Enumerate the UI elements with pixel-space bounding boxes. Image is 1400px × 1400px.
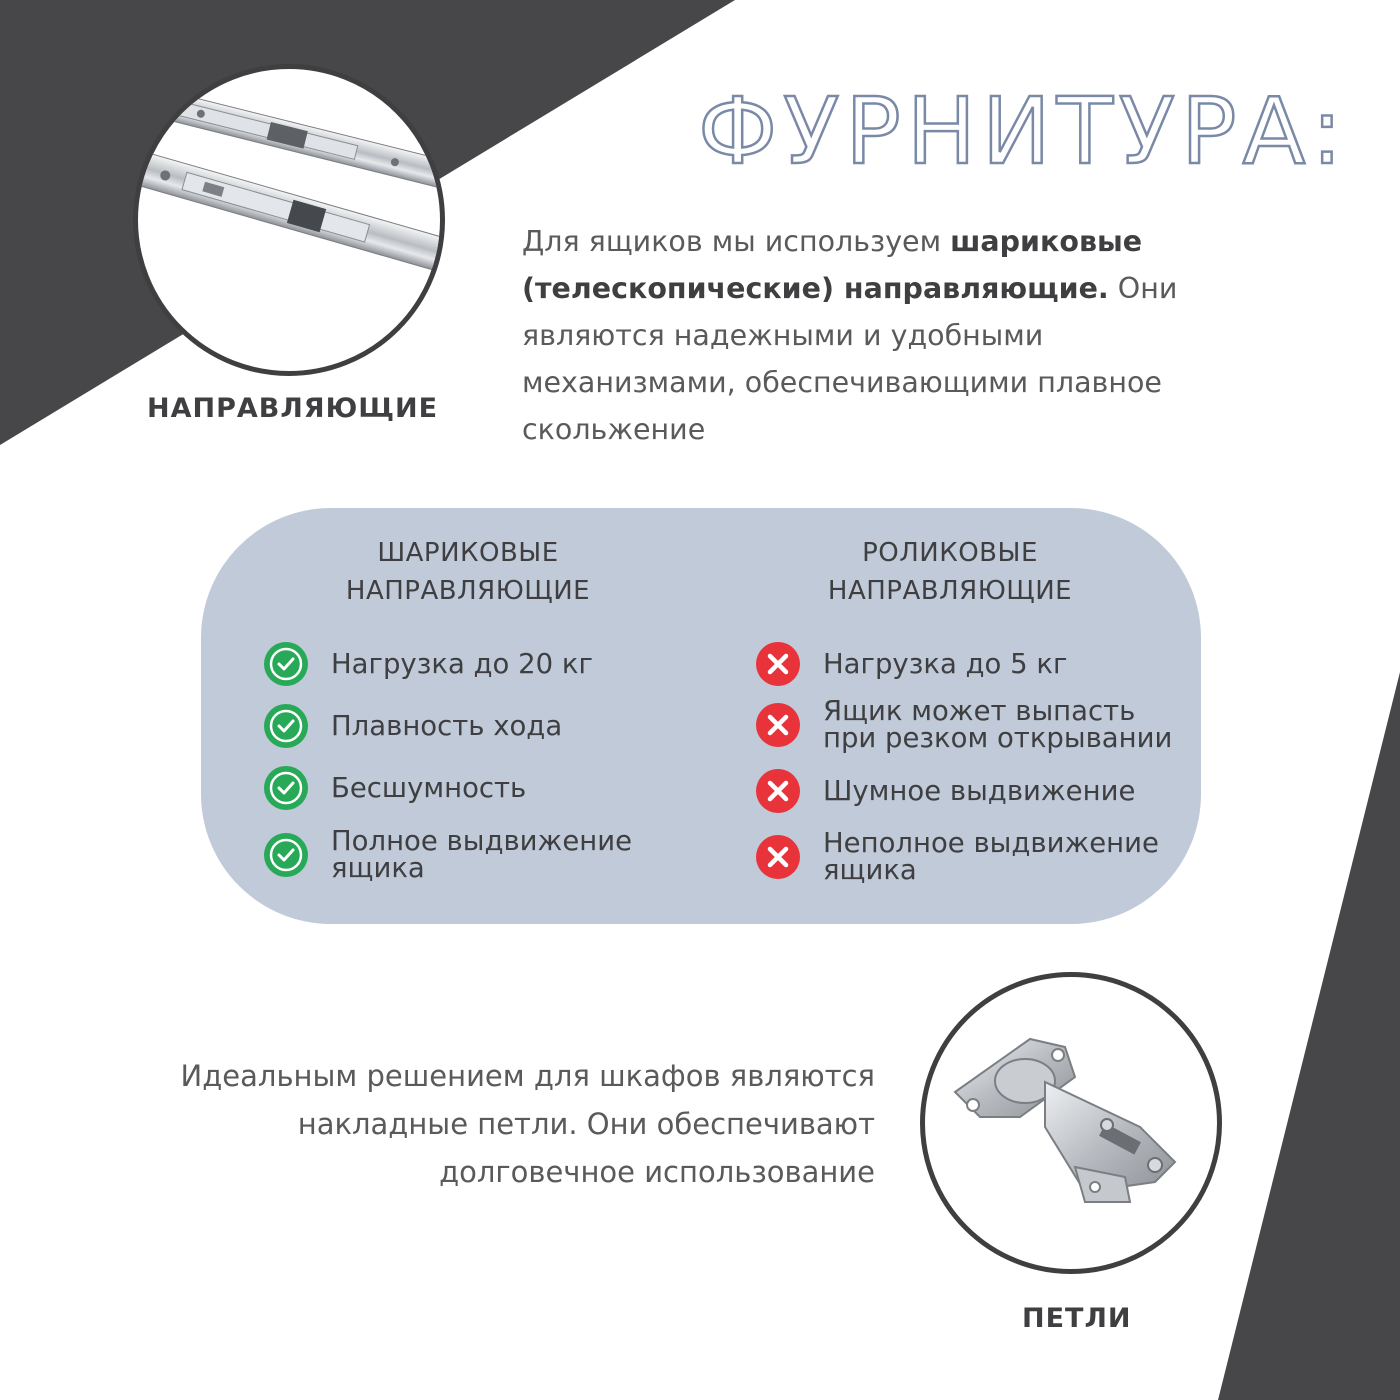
- roller-item-line1: Шумное выдвижение: [823, 774, 1136, 807]
- hinges-text-line2: накладные петли. Они обеспечивают: [297, 1107, 875, 1141]
- roller-item-line1: Ящик может выпасть: [823, 695, 1136, 727]
- ball-item-line2: ящика: [331, 852, 425, 884]
- ball-item-line1: Бесшумность: [331, 771, 527, 804]
- check-circle-icon: [263, 765, 309, 811]
- ball-item: [263, 825, 633, 884]
- check-circle-icon: [263, 641, 309, 687]
- ball-item: [263, 765, 526, 811]
- hinge-photo: [920, 972, 1222, 1274]
- roller-item: [755, 827, 1159, 886]
- roller-item: [755, 768, 1135, 814]
- roller-heading-line1: РОЛИКОВЫЕ: [862, 538, 1038, 568]
- rails-caption: НАПРАВЛЯЮЩИЕ: [147, 393, 439, 424]
- roller-item-line1: Неполное выдвижение: [823, 827, 1159, 859]
- intro-part2: Они являются надежными и удобными механизмами, обеспечивающими плавное скольжение: [522, 272, 1178, 446]
- roller-item-line2: ящика: [823, 854, 917, 886]
- x-circle-icon: [755, 702, 801, 748]
- hinges-text: [160, 1052, 875, 1196]
- check-circle-icon: [263, 832, 309, 878]
- page-title: ФУРНИТУРА:: [698, 78, 1349, 185]
- rails-photo: [133, 64, 445, 376]
- ball-item: [263, 703, 562, 749]
- ball-item-line1: Плавность хода: [331, 709, 563, 742]
- hinges-caption: ПЕТЛИ: [1022, 1303, 1132, 1334]
- bottom-right-dark-triangle: [1218, 672, 1400, 1400]
- roller-item: [755, 695, 1173, 754]
- x-circle-icon: [755, 768, 801, 814]
- x-circle-icon: [755, 834, 801, 880]
- ball-item: [263, 641, 593, 687]
- ball-heading-line1: ШАРИКОВЫЕ: [377, 538, 559, 568]
- drawer-slide-rails-photo-icon: [138, 69, 440, 371]
- roller-item-line1: Нагрузка до 5 кг: [823, 647, 1068, 680]
- rails-intro-text: [522, 218, 1202, 453]
- hinges-text-line3: долговечное использование: [439, 1155, 875, 1189]
- hinges-text-line1: Идеальным решением для шкафов являются: [180, 1059, 875, 1093]
- x-circle-icon: [755, 641, 801, 687]
- roller-item: [755, 641, 1067, 687]
- intro-part1: Для ящиков мы используем: [522, 225, 951, 258]
- ball-rails-heading: [316, 534, 620, 610]
- roller-heading-line2: НАПРАВЛЯЮЩИЕ: [827, 576, 1073, 606]
- cabinet-hinge-photo-icon: [925, 977, 1217, 1269]
- roller-rails-heading: [798, 534, 1102, 610]
- roller-item-line2: при резком открывании: [823, 722, 1173, 754]
- ball-heading-line2: НАПРАВЛЯЮЩИЕ: [345, 576, 591, 606]
- check-circle-icon: [263, 703, 309, 749]
- ball-item-line1: Полное выдвижение: [331, 825, 633, 857]
- ball-item-line1: Нагрузка до 20 кг: [331, 647, 593, 680]
- intro-bold: шариковые (телескопические) направляющие.: [522, 225, 1143, 305]
